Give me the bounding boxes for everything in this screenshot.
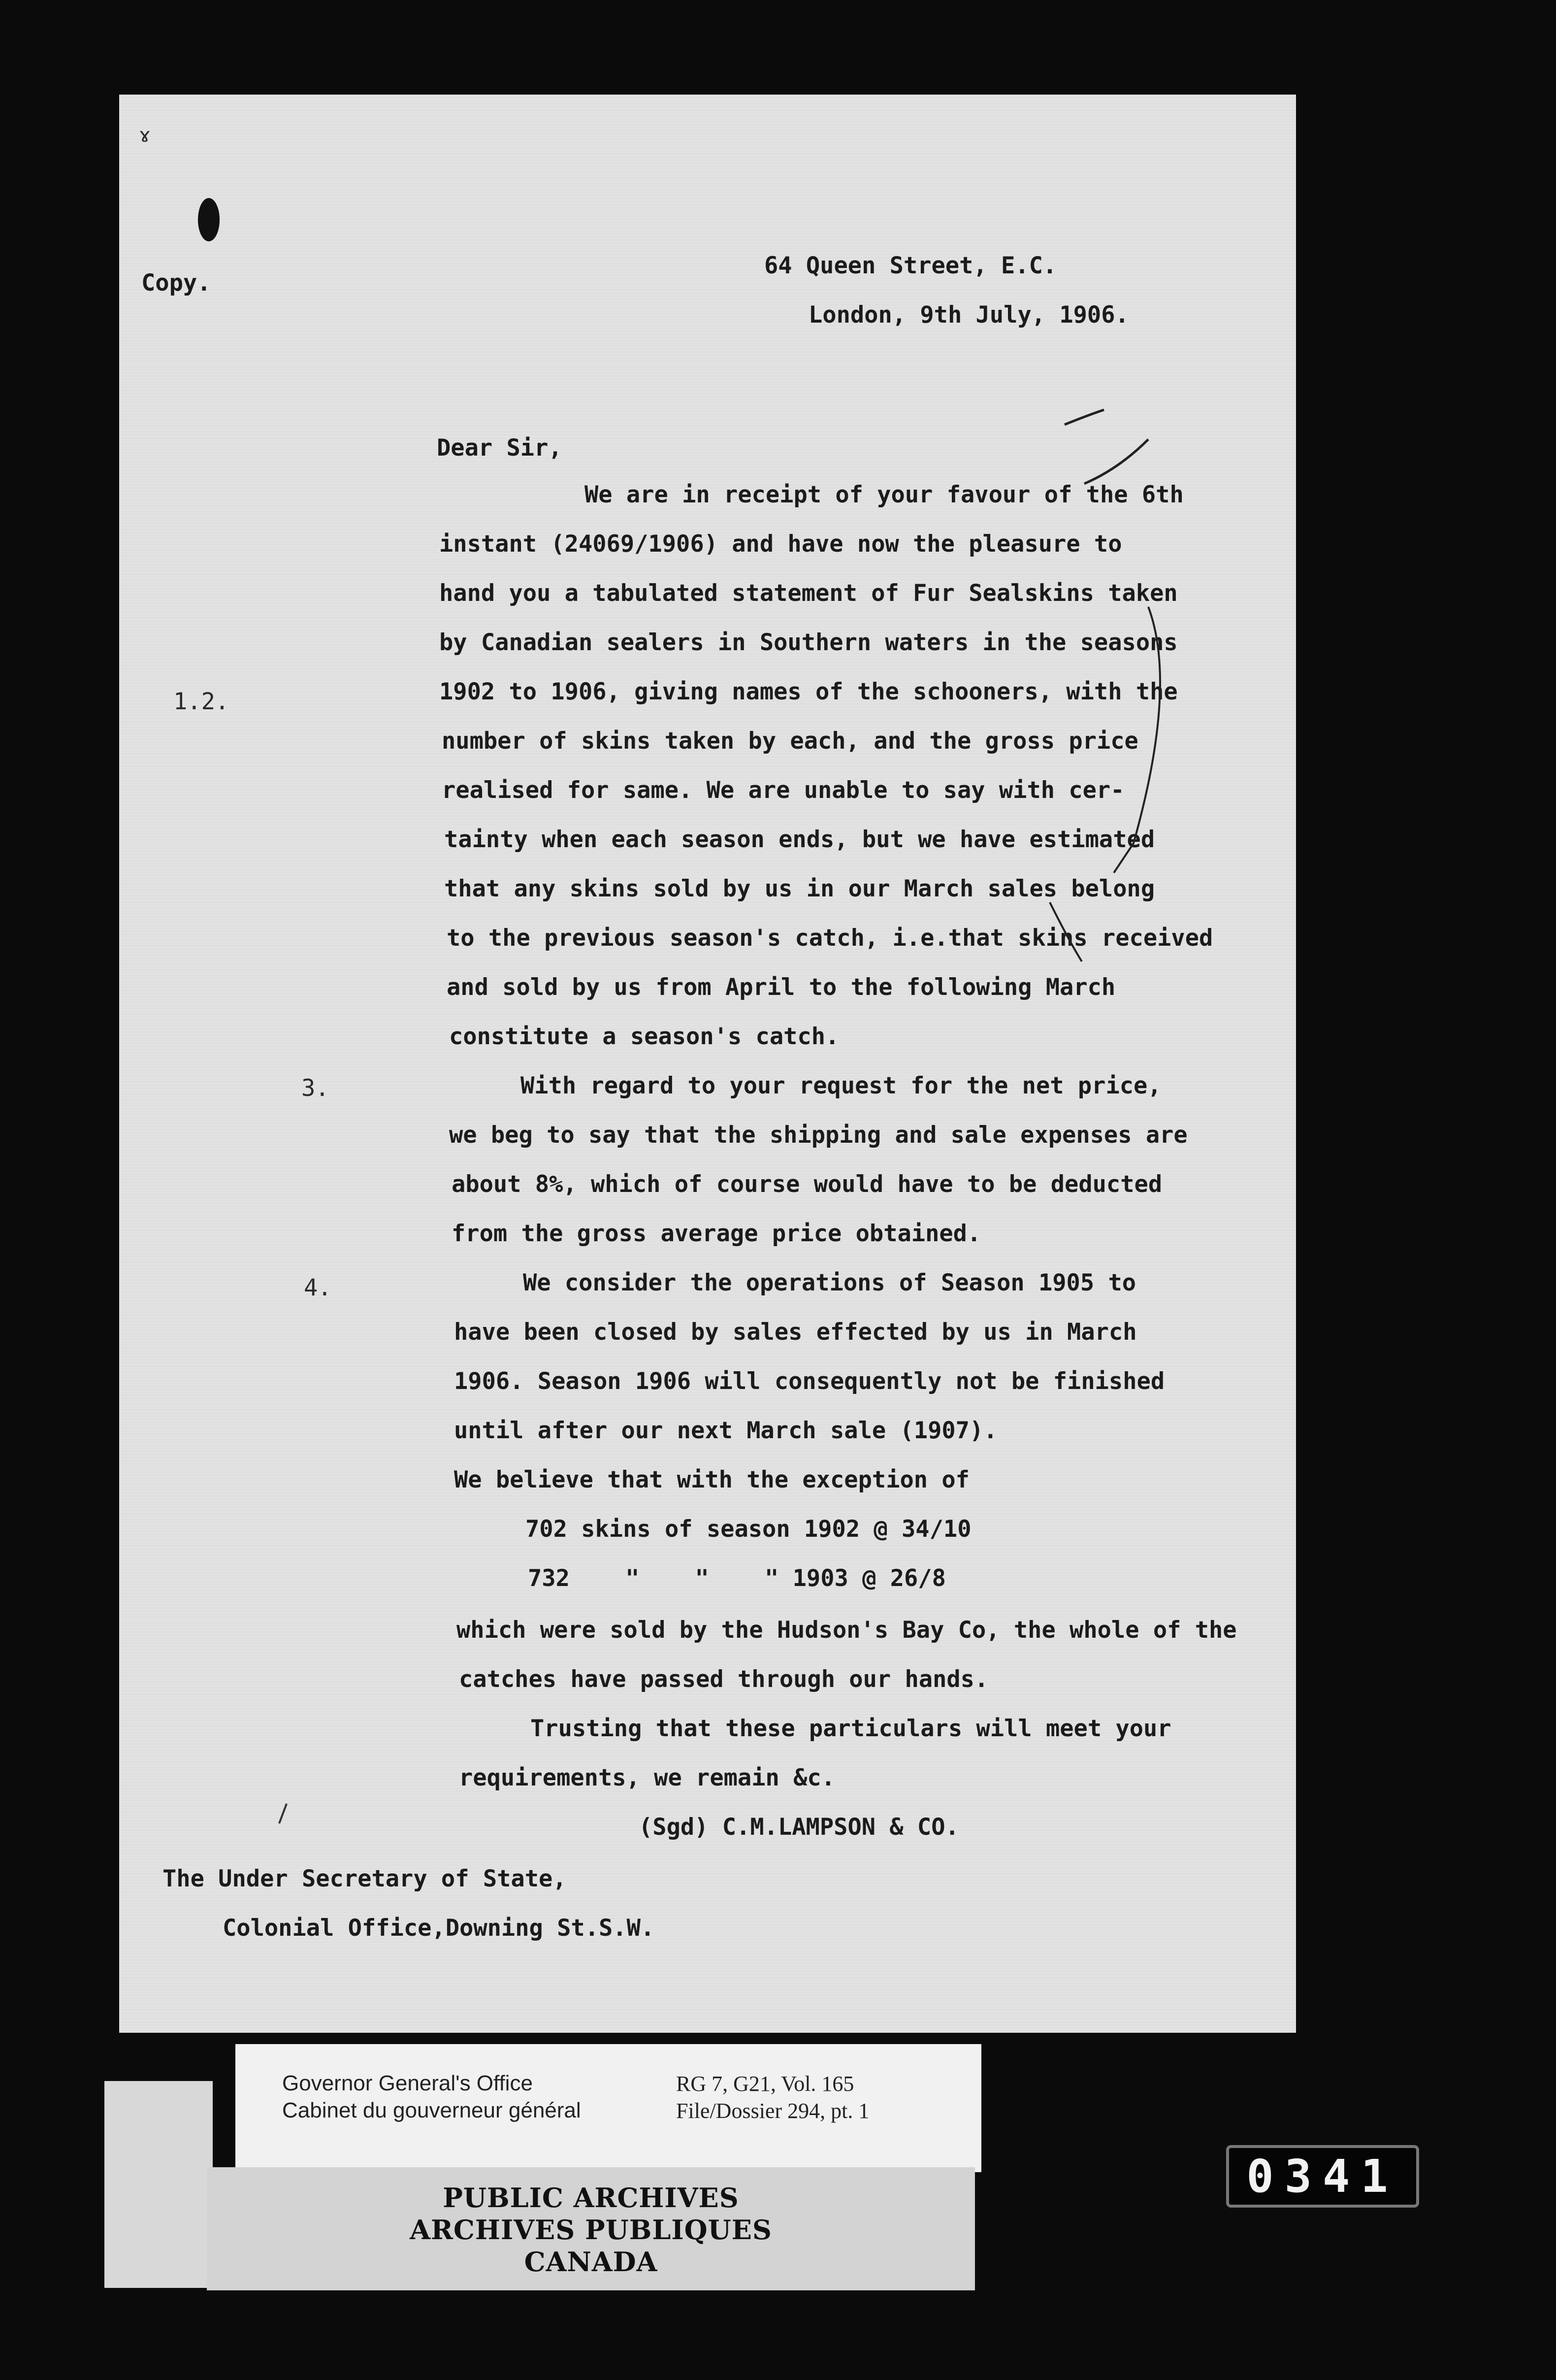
body-line: constitute a season's catch. [449, 1023, 840, 1050]
salutation: Dear Sir, [437, 434, 562, 462]
address-line: 64 Queen Street, E.C. [764, 252, 1057, 279]
office-name-en: Governor General's Office [282, 2071, 533, 2095]
body-line: Trusting that these particulars will meet your [530, 1715, 1171, 1742]
frame-counter [1226, 2145, 1419, 2208]
body-line: until after our next March sale (1907). [454, 1417, 998, 1444]
body-line: to the previous season's catch, i.e.that skins received [447, 925, 1213, 952]
body-line: instant (24069/1906) and have now the pleasure to [439, 530, 1122, 558]
office-name-fr: Cabinet du gouverneur général [282, 2098, 581, 2122]
film-strip-left [104, 2081, 213, 2288]
body-line: by Canadian sealers in Southern waters in the seasons [439, 629, 1178, 656]
body-line: that any skins sold by us in our March sales belong [444, 875, 1155, 902]
margin-ref-1: 1.2. [173, 688, 229, 715]
body-line: We believe that with the exception of [454, 1466, 970, 1493]
addressee-line-1: The Under Secretary of State, [162, 1865, 567, 1892]
copy-mark: Copy. [141, 269, 211, 297]
letter-page [119, 95, 1296, 2033]
frame-number: 0341 [1246, 2150, 1399, 2203]
body-line: hand you a tabulated statement of Fur Sealskins taken [439, 580, 1178, 607]
body-line: we beg to say that the shipping and sale expenses are [449, 1122, 1188, 1149]
body-line: requirements, we remain &c. [459, 1764, 836, 1791]
body-line: from the gross average price obtained. [452, 1220, 981, 1247]
addressee-line-2: Colonial Office,Downing St.S.W. [223, 1915, 655, 1942]
file-reference: File/Dossier 294, pt. 1 [676, 2099, 870, 2123]
body-line: realised for same. We are unable to say with cer- [442, 777, 1125, 804]
body-line: 1902 to 1906, giving names of the schooners, with the [439, 678, 1178, 705]
body-line: which were sold by the Hudson's Bay Co, the whole of the [456, 1617, 1237, 1644]
archive-reference-label [235, 2044, 981, 2172]
record-group-reference: RG 7, G21, Vol. 165 [676, 2072, 854, 2096]
pen-annotation-strokes [119, 95, 1296, 2033]
body-line: 702 skins of season 1902 @ 34/10 [525, 1516, 972, 1543]
body-line: have been closed by sales effected by us in March [454, 1319, 1137, 1346]
body-line: We are in receipt of your favour of the 6th [584, 481, 1184, 508]
stamp-line-1: PUBLIC ARCHIVES [443, 2182, 739, 2214]
body-line: number of skins taken by each, and the gross price [442, 727, 1138, 755]
body-line: 732 " " " 1903 @ 26/8 [528, 1565, 946, 1592]
body-line: about 8%, which of course would have to be deducted [452, 1171, 1163, 1198]
body-line: and sold by us from April to the following March [447, 974, 1116, 1001]
body-line: tainty when each season ends, but we have estimated [444, 826, 1155, 853]
date-line: London, 9th July, 1906. [809, 301, 1129, 329]
signature: (Sgd) C.M.LAMPSON & CO. [639, 1814, 959, 1841]
stamp-line-3: CANADA [524, 2246, 658, 2278]
margin-ref-2: 3. [301, 1075, 329, 1102]
body-line: 1906. Season 1906 will consequently not be finished [454, 1368, 1165, 1395]
body-line: catches have passed through our hands. [459, 1666, 989, 1693]
margin-ref-3: 4. [304, 1274, 332, 1301]
corner-mark: ɤ [139, 124, 151, 147]
stamp-line-2: ARCHIVES PUBLIQUES [410, 2214, 772, 2246]
public-archives-stamp [207, 2167, 975, 2290]
body-line: We consider the operations of Season 1905 to [523, 1269, 1136, 1296]
body-line: With regard to your request for the net price, [520, 1072, 1162, 1099]
